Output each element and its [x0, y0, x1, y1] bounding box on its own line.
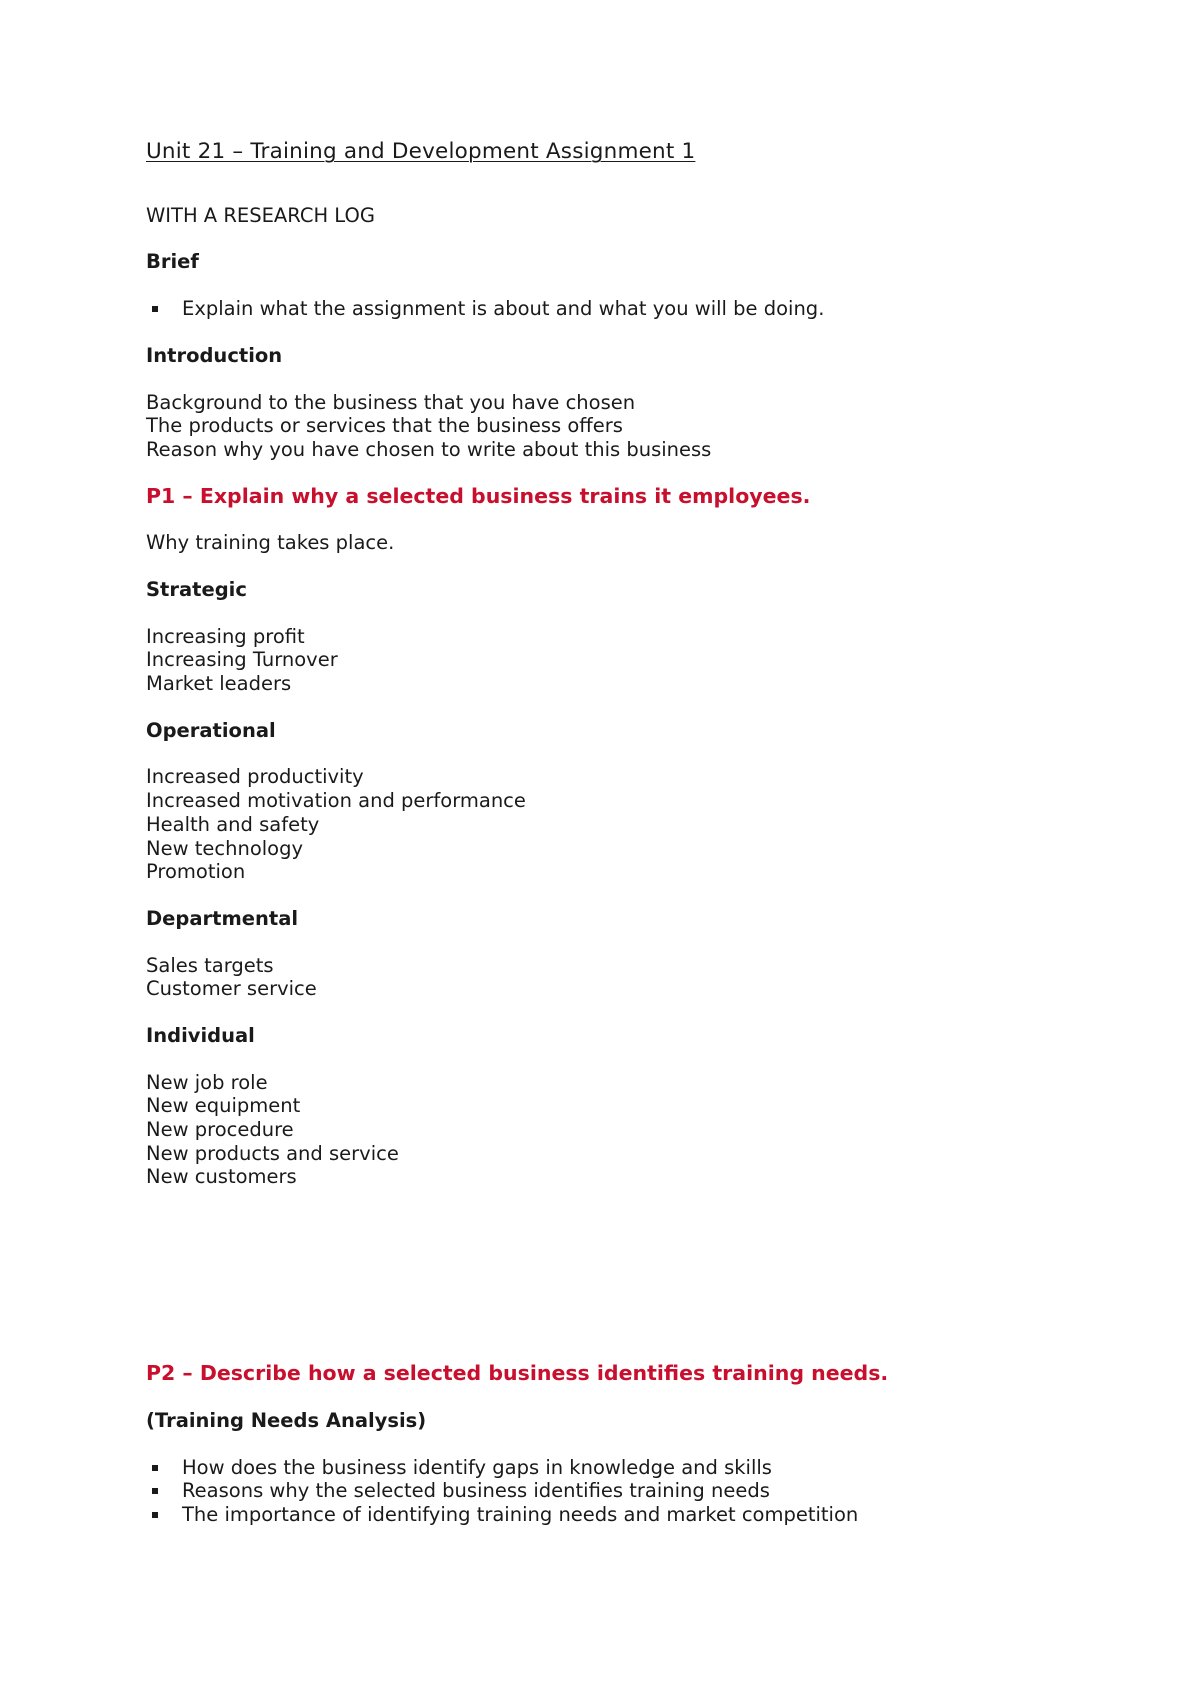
- individual-lines: [146, 1071, 1096, 1189]
- brief-heading: Brief: [146, 250, 199, 274]
- document-page: [146, 140, 1096, 1550]
- text-line: New equipment: [146, 1094, 301, 1118]
- list-item-text: The importance of identifying training needs and market competition: [182, 1502, 859, 1526]
- introduction-lines: [146, 391, 1096, 462]
- introduction-heading: Introduction: [146, 343, 283, 367]
- text-line: Sales targets: [146, 953, 274, 977]
- square-bullet-icon: [152, 1512, 158, 1518]
- text-line: Increasing Turnover: [146, 648, 338, 672]
- p2-list: [146, 1456, 1096, 1527]
- p2-subheading: (Training Needs Analysis): [146, 1408, 427, 1432]
- text-line: New procedure: [146, 1118, 294, 1142]
- brief-list: [146, 297, 1096, 321]
- text-line: Reason why you have chosen to write about this business: [146, 437, 712, 461]
- text-line: New products and service: [146, 1141, 399, 1165]
- square-bullet-icon: [152, 1488, 158, 1494]
- square-bullet-icon: [152, 306, 158, 312]
- subtitle: WITH A RESEARCH LOG: [146, 203, 375, 227]
- departmental-heading: Departmental: [146, 906, 299, 930]
- document-title: Unit 21 – Training and Development Assignment 1: [146, 139, 696, 164]
- list-item: [146, 1503, 1096, 1527]
- text-line: New technology: [146, 836, 304, 860]
- text-line: New customers: [146, 1165, 297, 1189]
- text-line: Health and safety: [146, 812, 320, 836]
- p2-heading: P2 – Describe how a selected business identifies training needs.: [146, 1361, 889, 1386]
- text-line: Background to the business that you have chosen: [146, 390, 636, 414]
- p1-intro: Why training takes place.: [146, 531, 395, 555]
- p1-heading: P1 – Explain why a selected business trains it employees.: [146, 483, 811, 508]
- list-item: [146, 1456, 1096, 1480]
- text-line: Increased motivation and performance: [146, 789, 526, 813]
- list-item: [146, 297, 1096, 321]
- text-line: Market leaders: [146, 672, 292, 696]
- text-line: The products or services that the business offers: [146, 414, 623, 438]
- operational-heading: Operational: [146, 718, 276, 742]
- strategic-lines: [146, 625, 1096, 696]
- list-item-text: How does the business identify gaps in knowledge and skills: [182, 1455, 772, 1479]
- individual-heading: Individual: [146, 1023, 255, 1047]
- text-line: New job role: [146, 1070, 268, 1094]
- list-item-text: Reasons why the selected business identifies training needs: [182, 1479, 770, 1503]
- text-line: Increased productivity: [146, 765, 364, 789]
- departmental-lines: [146, 954, 1096, 1001]
- blank-space: [146, 1212, 1096, 1362]
- text-line: Customer service: [146, 977, 317, 1001]
- strategic-heading: Strategic: [146, 577, 247, 601]
- list-item-text: Explain what the assignment is about and what you will be doing.: [182, 297, 825, 321]
- operational-lines: [146, 765, 1096, 883]
- square-bullet-icon: [152, 1465, 158, 1471]
- text-line: Increasing profit: [146, 624, 305, 648]
- list-item: [146, 1479, 1096, 1503]
- text-line: Promotion: [146, 860, 246, 884]
